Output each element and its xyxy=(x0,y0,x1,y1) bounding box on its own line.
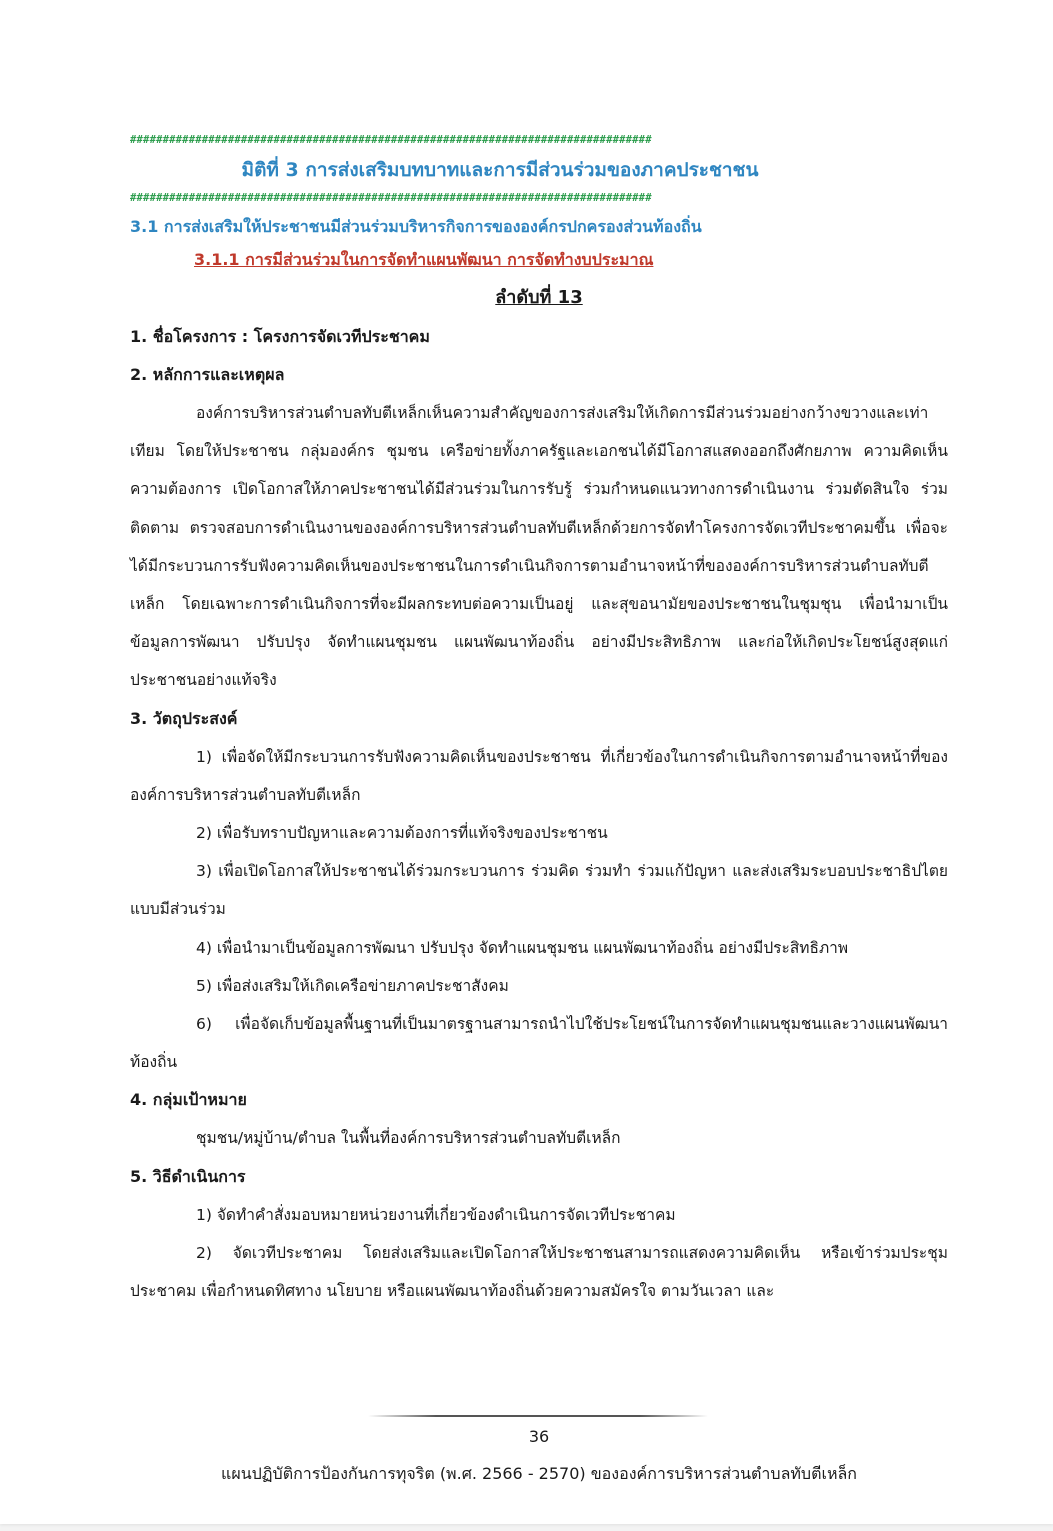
objective-item: 1) เพื่อจัดให้มีกระบวนการรับฟังความคิดเห็นของประชาชน ที่เกี่ยวข้องในการดำเนินกิจการตามอำนาจหน้าที่ขององค์การบริหารส่วนตำบลทับตีเหล็ก xyxy=(130,747,948,804)
order-label: ลำดับที่ 13 xyxy=(495,287,583,308)
footer-text: แผนปฏิบัติการป้องกันการทุจริต (พ.ศ. 2566 - 2570) ขององค์การบริหารส่วนตำบลทับตีเหล็ก xyxy=(221,1464,857,1483)
target-text: ชุมชน/หมู่บ้าน/ตำบล ในพื้นที่องค์การบริหารส่วนตำบลทับตีเหล็ก xyxy=(196,1129,621,1148)
method-item: 1) จัดทำคำสั่งมอบหมายหน่วยงานที่เกี่ยวข้องดำเนินการจัดเวทีประชาคม xyxy=(196,1205,676,1224)
objective-item: 2) เพื่อรับทราบปัญหาและความต้องการที่แท้จริงของประชาชน xyxy=(196,824,608,843)
principle-paragraph: องค์การบริหารส่วนตำบลทับตีเหล็กเห็นความสำคัญของการส่งเสริมให้เกิดการมีส่วนร่วมอย่างกว้างขวางและเท่าเทียม โดยให้ประชาชน กลุ่มองค์กร ชุมชน เครือข่ายทั้งภาครัฐและเอกชนได้มีโอกาสแสดงออกถึงศักยภาพ ความคิดเห็น ความต้องการ เปิดโอกาสให้ภาคประชาชนได้มีส่วนร่วมในการรับรู้ ร่วมกำหนดแนวทางการดำเนินงาน ร่วมตัดสินใจ ร่วมติดตาม ตรวจสอบการดำเนินงานขององค์การบริหารส่วนตำบลทับตีเหล็กด้วยการจัดทำโครงการจัดเวทีประชาคมขึ้น เพื่อจะได้มีกระบวนการรับฟังความคิดเห็นของประชาชนในการดำเนินกิจการตามอำนาจหน้าที่ขององค์การบริหารส่วนตำบลทับตีเหล็ก โดยเฉพาะการดำเนินกิจการที่จะมีผลกระทบต่อความเป็นอยู่ และสุขอนามัยของประชาชนในชุมชุน เพื่อนำมาเป็นข้อมูลการพัฒนา ปรับปรุง จัดทำแผนชุมชน แผนพัฒนาท้องถิ่น อย่างมีประสิทธิภาพ และก่อให้เกิดประโยชน์สูงสุดแก่ประชาชนอย่างแท้จริง xyxy=(130,404,948,690)
section-3-1-1-heading: 3.1.1 การมีส่วนร่วมในการจัดทำแผนพัฒนา การจัดทำงบประมาณ xyxy=(194,250,654,269)
dimension-title: มิติที่ 3 การส่งเสริมบทบาทและการมีส่วนร่วมของภาคประชาชน xyxy=(241,159,759,181)
page-content xyxy=(130,132,948,1310)
objective-item: 3) เพื่อเปิดโอกาสให้ประชาชนได้ร่วมกระบวนการ ร่วมคิด ร่วมทำ ร่วมแก้ปัญหา และส่งเสริมระบอบประชาธิปไตยแบบมีส่วนร่วม xyxy=(130,862,948,919)
principle-heading: 2. หลักการและเหตุผล xyxy=(130,365,285,384)
objective-item: 6) เพื่อจัดเก็บข้อมูลพื้นฐานที่เป็นมาตรฐานสามารถนำไปใช้ประโยชน์ในการจัดทำแผนชุมชนและวางแผนพัฒนาท้องถิ่น xyxy=(130,1015,948,1072)
objective-item: 5) เพื่อส่งเสริมให้เกิดเครือข่ายภาคประชาสังคม xyxy=(196,976,509,995)
page-number: 36 xyxy=(528,1427,550,1446)
project-name-heading: 1. ชื่อโครงการ : โครงการจัดเวทีประชาคม xyxy=(130,327,430,346)
objective-item: 4) เพื่อนำมาเป็นข้อมูลการพัฒนา ปรับปรุง จัดทำแผนชุมชน แผนพัฒนาท้องถิ่น อย่างมีประสิทธิภาพ xyxy=(196,938,849,957)
hash-divider-bottom: ################################################################################ xyxy=(130,192,652,204)
target-heading: 4. กลุ่มเป้าหมาย xyxy=(130,1090,247,1110)
method-item: 2) จัดเวทีประชาคม โดยส่งเสริมและเปิดโอกาสให้ประชาชนสามารถแสดงความคิดเห็น หรือเข้าร่วมประชุมประชาคม เพื่อกำหนดทิศทาง นโยบาย หรือแผนพัฒนาท้องถิ่นด้วยความสมัครใจ ตามวันเวลา และ xyxy=(130,1243,948,1300)
objective-heading: 3. วัตถุประสงค์ xyxy=(130,708,238,728)
footer-divider xyxy=(368,1415,708,1417)
section-3-1-heading: 3.1 การส่งเสริมให้ประชาชนมีส่วนร่วมบริหารกิจการขององค์กรปกครองส่วนท้องถิ่น xyxy=(130,217,702,236)
hash-divider-top: ################################################################################ xyxy=(130,134,652,146)
method-heading: 5. วิธีดำเนินการ xyxy=(130,1166,246,1186)
